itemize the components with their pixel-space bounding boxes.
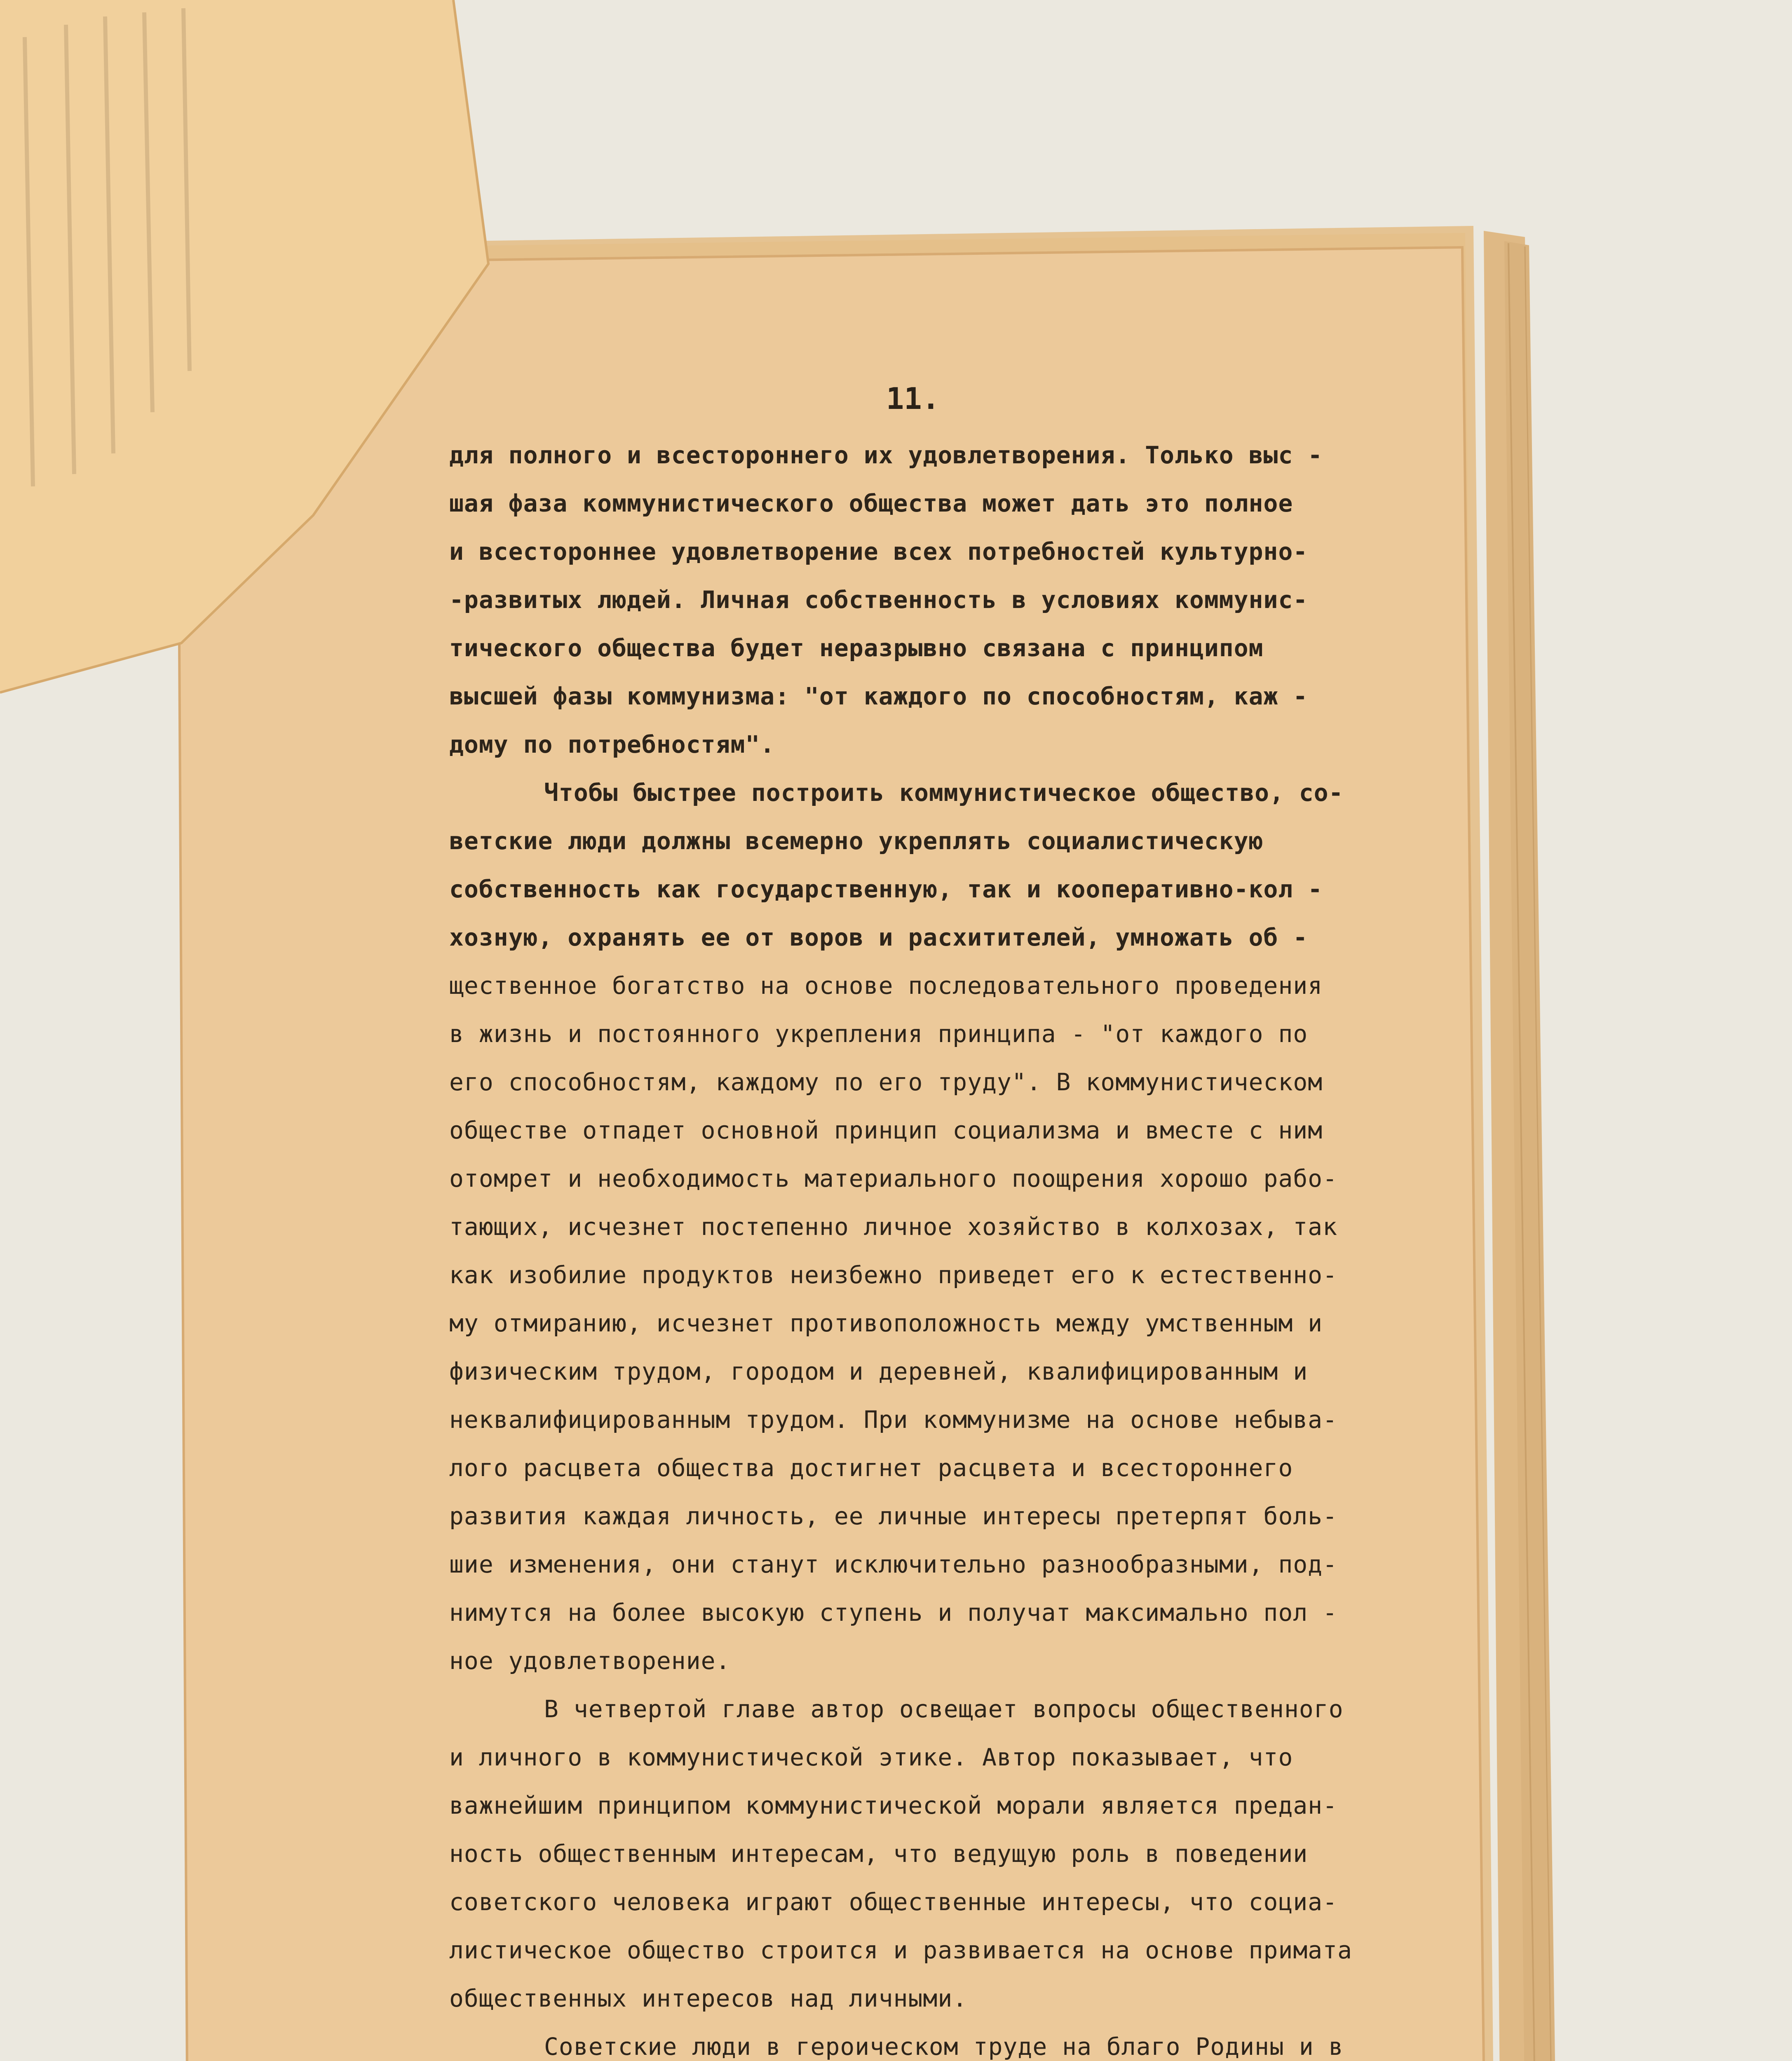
text-line: хозную, охранять ее от воров и расхитителей, умножать об - <box>449 923 1308 951</box>
text-line: тического общества будет неразрывно связана с принципом <box>449 634 1264 662</box>
text-line: листическое общество строится и развивается на основе примата <box>449 1936 1353 1964</box>
text-line: обществе отпадет основной принцип социализма и вместе с ним <box>449 1116 1323 1144</box>
page-number: 11. <box>886 381 940 416</box>
text-line: Советские люди в героическом труде на благо Родины и в <box>544 2033 1344 2061</box>
text-line: Чтобы быстрее построить коммунистическое общество, со- <box>544 779 1344 807</box>
text-line: в жизнь и постоянного укрепления принципа - "от каждого по <box>449 1020 1308 1048</box>
text-line: и всестороннее удовлетворение всех потребностей культурно- <box>449 538 1308 566</box>
text-line: для полного и всестороннего их удовлетворения. Только выс - <box>449 441 1323 469</box>
text-line: как изобилие продуктов неизбежно приведет его к естественно- <box>449 1261 1338 1289</box>
text-line: -развитых людей. Личная собственность в условиях коммунис- <box>449 586 1308 614</box>
text-line: шая фаза коммунистического общества может дать это полное <box>449 489 1293 517</box>
text-line: В четвертой главе автор освещает вопросы общественного <box>544 1695 1344 1723</box>
text-line: ное удовлетворение. <box>449 1647 731 1675</box>
text-line: лого расцвета общества достигнет расцвета и всестороннего <box>449 1454 1293 1482</box>
text-line: развития каждая личность, ее личные интересы претерпят боль- <box>449 1502 1338 1530</box>
text-line: высшей фазы коммунизма: "от каждого по способностям, каж - <box>449 682 1308 710</box>
text-line: му отмиранию, исчезнет противоположность между умственным и <box>449 1309 1323 1337</box>
text-line: важнейшим принципом коммунистической морали является предан- <box>449 1791 1338 1819</box>
text-line: ность общественным интересам, что ведущую роль в поведении <box>449 1840 1308 1868</box>
text-line: общественных интересов над личными. <box>449 1984 968 2012</box>
text-line: физическим трудом, городом и деревней, квалифицированным и <box>449 1357 1308 1385</box>
text-line: его способностям, каждому по его труду". В коммунистическом <box>449 1068 1323 1096</box>
text-line: отомрет и необходимость материального поощрения хорошо рабо- <box>449 1164 1338 1192</box>
text-line: дому по потребностям". <box>449 730 775 758</box>
text-line: ветские люди должны всемерно укреплять социалистическую <box>449 827 1264 855</box>
text-line: советского человека играют общественные интересы, что социа- <box>449 1888 1338 1916</box>
text-line: неквалифицированным трудом. При коммунизме на основе небыва- <box>449 1406 1338 1434</box>
text-line: щественное богатство на основе последовательного проведения <box>449 972 1323 1000</box>
text-line: нимутся на более высокую ступень и получат максимально пол - <box>449 1599 1338 1627</box>
text-line: собственность как государственную, так и кооперативно-кол - <box>449 875 1323 903</box>
text-line: шие изменения, они станут исключительно разнообразными, под- <box>449 1550 1338 1578</box>
text-line: и личного в коммунистической этике. Автор показывает, что <box>449 1743 1293 1771</box>
text-line: тающих, исчезнет постепенно личное хозяйство в колхозах, так <box>449 1213 1338 1241</box>
